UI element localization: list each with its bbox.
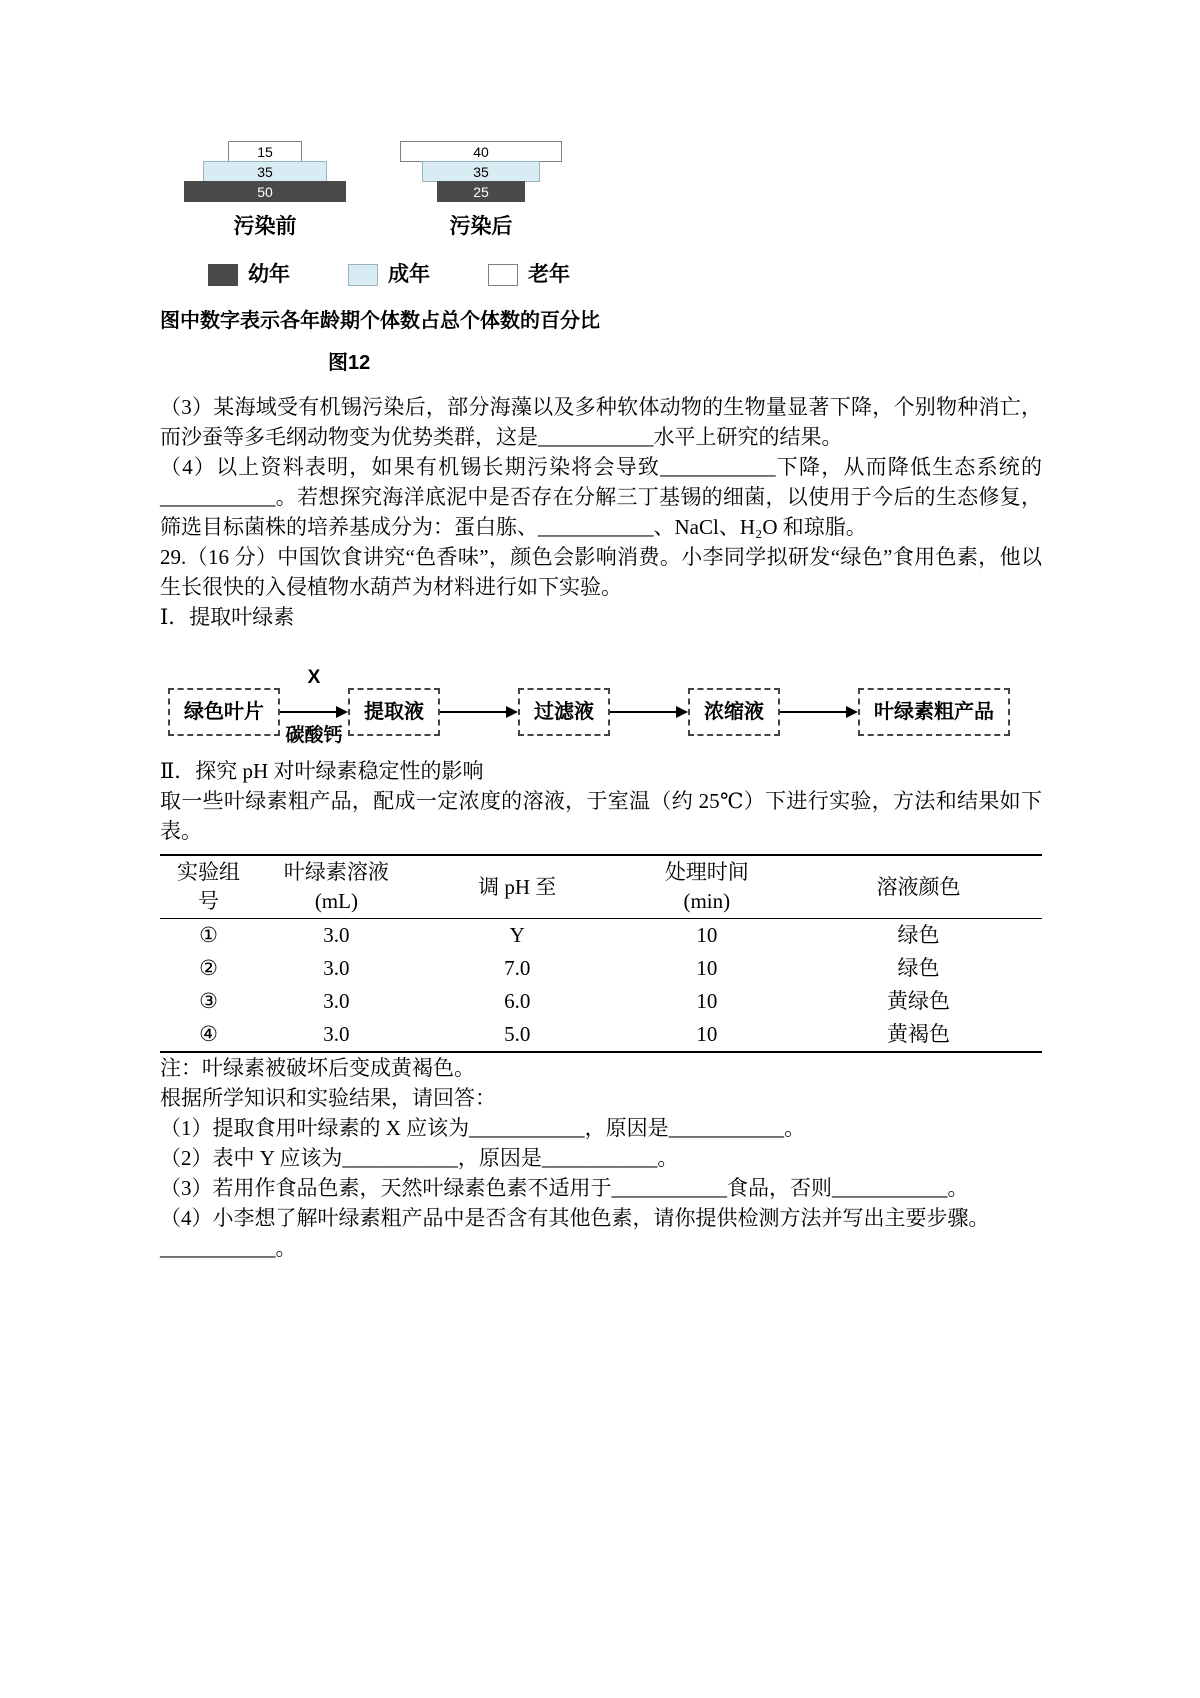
pyramid-before-label: 污染前: [233, 215, 297, 238]
cell-ph: 6.0: [504, 989, 531, 1013]
cell-group: ②: [199, 956, 218, 980]
adult-swatch-icon: [348, 264, 378, 286]
sub-question-3: （3）若用作食品色素，天然叶绿素色素不适用于___________食品，否则___________。: [160, 1176, 969, 1200]
bar-adult-after: 35: [422, 161, 540, 182]
flow-arrow-3: [610, 689, 688, 735]
arrow-line-icon: [280, 711, 336, 713]
pyramids: [180, 142, 1042, 242]
flow-node-filtrate: 过滤液: [518, 688, 610, 736]
header-time: [619, 855, 795, 919]
bar-old-before: 15: [228, 141, 302, 162]
header-group-line1: 实验组: [177, 860, 240, 884]
cell-time: 10: [696, 1022, 718, 1046]
cell-volume: 3.0: [323, 923, 350, 947]
flow-node-extract: 提取液: [348, 688, 440, 736]
table-intro: 取一些叶绿素粗产品，配成一定浓度的溶液，于室温（约 25℃）下进行实验，方法和结果如下表。: [160, 789, 1042, 843]
section-1-heading: Ⅰ．提取叶绿素: [160, 605, 295, 629]
answer-prompt: 根据所学知识和实验结果，请回答：: [160, 1086, 496, 1110]
table-note: 注：叶绿素被破坏后变成黄褐色。: [160, 1056, 475, 1080]
arrow-line-icon: [780, 711, 846, 713]
legend-old-label: 老年: [528, 263, 570, 286]
header-ph: 调 pH 至: [478, 874, 557, 899]
legend-young-label: 幼年: [248, 263, 290, 286]
table-row: [160, 985, 1042, 1018]
cell-color: 绿色: [897, 956, 940, 980]
cell-color: 绿色: [897, 923, 940, 947]
table-row: [160, 919, 1042, 953]
arrow-head-icon: [336, 706, 348, 718]
figure-number: 图12: [328, 352, 371, 374]
cell-time: 10: [696, 923, 718, 947]
bar-adult-before: 35: [203, 161, 327, 182]
arrow-head-icon: [676, 706, 688, 718]
flow-node-green-leaf: 绿色叶片: [168, 688, 280, 736]
arrow1-above-label: X: [307, 667, 321, 688]
legend-item-old: [488, 260, 570, 290]
arrow1-below-label: 碳酸钙: [285, 725, 343, 746]
sub-question-2: （2）表中 Y 应该为___________，原因是___________。: [160, 1146, 679, 1170]
cell-ph: 7.0: [504, 956, 531, 980]
cell-group: ③: [199, 989, 218, 1013]
cell-group: ①: [199, 923, 218, 947]
header-group-line2: 号: [198, 889, 219, 913]
cell-ph: Y: [509, 923, 525, 947]
legend-item-adult: [348, 260, 430, 290]
arrow-line-icon: [610, 711, 676, 713]
pyramid-before-pollution: [180, 142, 350, 242]
header-solution-volume: [257, 855, 416, 919]
question-4: （4）以上资料表明，如果有机锡长期污染将会导致___________下降，从而降低生态系统的___________。若想探究海洋底泥中是否存在分解三丁基锡的细菌，以使用于今后的生态修复，筛选目标菌株的培养基成分为：蛋白胨、___________、NaCl、H₂O 和琼脂。: [160, 455, 1042, 539]
cell-volume: 3.0: [323, 956, 350, 980]
question-29-intro: 29.（16 分）中国饮食讲究“色香味”，颜色会影响消费。小李同学拟研发“绿色”食用色素，他以生长很快的入侵植物水葫芦为材料进行如下实验。: [160, 545, 1042, 599]
legend-adult-label: 成年: [388, 263, 430, 286]
table-row: [160, 952, 1042, 985]
bar-old-after: 40: [400, 141, 562, 162]
arrow-head-icon: [846, 706, 858, 718]
flow-node-concentrate: 浓缩液: [688, 688, 780, 736]
cell-group: ④: [199, 1022, 218, 1046]
pyramid-after-label: 污染后: [449, 215, 513, 238]
flow-arrow-4: [780, 689, 858, 735]
header-volume-line1: 叶绿素溶液: [283, 860, 389, 884]
table-header: [160, 855, 1042, 919]
header-time-line2: (min): [683, 889, 731, 913]
flow-arrow-1: [280, 667, 348, 746]
cell-ph: 5.0: [504, 1022, 531, 1046]
cell-volume: 3.0: [323, 989, 350, 1013]
page-content: [160, 142, 1042, 1263]
arrow-line-icon: [440, 711, 506, 713]
old-swatch-icon: [488, 264, 518, 286]
figure-legend: [208, 260, 1042, 290]
legend-item-young: [208, 260, 290, 290]
section-2-heading: Ⅱ．探究 pH 对叶绿素稳定性的影响: [160, 759, 484, 783]
cell-volume: 3.0: [323, 1022, 350, 1046]
table-row: [160, 1018, 1042, 1052]
arrow-head-icon: [506, 706, 518, 718]
extraction-flowchart: [168, 666, 1042, 746]
cell-color: 黄褐色: [887, 1022, 950, 1046]
figure-12: [160, 142, 1042, 378]
header-group-number: [160, 855, 257, 919]
cell-color: 黄绿色: [887, 989, 950, 1013]
pyramid-after-pollution: [396, 142, 566, 242]
sub-question-4: （4）小李想了解叶绿素粗产品中是否含有其他色素，请你提供检测方法并写出主要步骤。: [160, 1206, 990, 1230]
figure-caption: 图中数字表示各年龄期个体数占总个体数的百分比: [160, 310, 600, 332]
sub-question-4-blank: ___________。: [160, 1236, 297, 1260]
flow-arrow-2: [440, 689, 518, 735]
sub-question-1: （1）提取食用叶绿素的 X 应该为___________，原因是___________。: [160, 1116, 806, 1140]
flow-node-crude-product: 叶绿素粗产品: [858, 688, 1010, 736]
header-time-line1: 处理时间: [664, 860, 749, 884]
bar-young-before: 50: [184, 181, 346, 202]
cell-time: 10: [696, 989, 718, 1013]
young-swatch-icon: [208, 264, 238, 286]
ph-experiment-table: [160, 854, 1042, 1053]
header-color: 溶液颜色: [876, 874, 961, 899]
bar-young-after: 25: [437, 181, 525, 202]
cell-time: 10: [696, 956, 718, 980]
question-3: （3）某海域受有机锡污染后，部分海藻以及多种软体动物的生物量显著下降，个别物种消亡，而沙蚕等多毛纲动物变为优势类群，这是___________水平上研究的结果。: [160, 395, 1042, 449]
header-volume-line2: (mL): [314, 889, 358, 913]
